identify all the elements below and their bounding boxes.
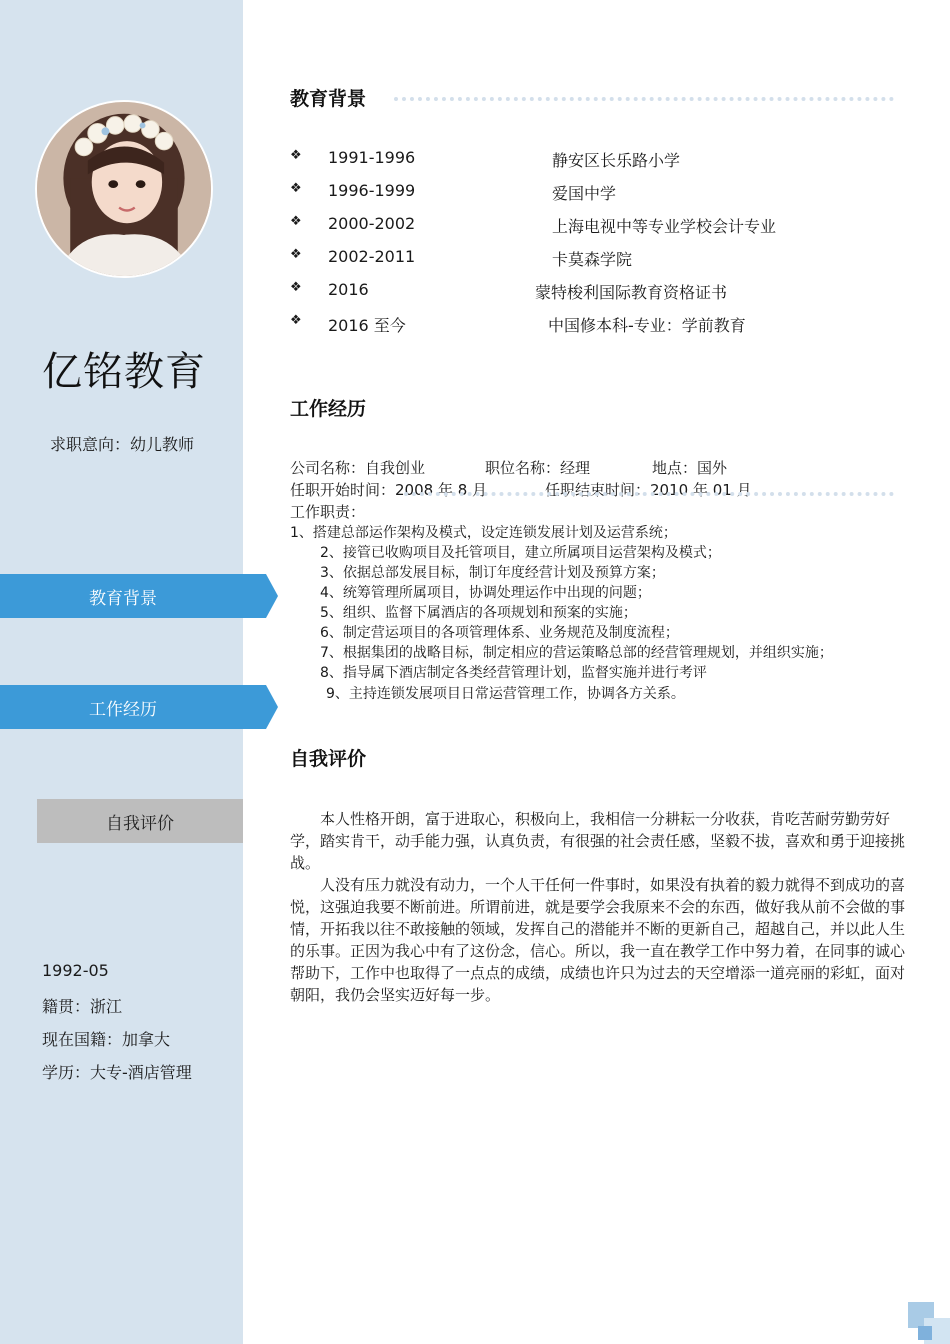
duty-item: 8、指导属下酒店制定各类经营管理计划，监督实施并进行考评 [320,665,707,681]
duty-item: 1、搭建总部运作架构及模式，设定连锁发展计划及运营系统； [290,525,677,541]
duty-item: 3、依据总部发展目标，制订年度经营计划及预算方案； [320,565,665,581]
corner-decoration [918,1326,932,1340]
work-end-date: 任职结束时间：2010 年 01 月 [545,481,752,499]
work-start-date: 任职开始时间：2008 年 8 月 [290,481,488,499]
education-school: 卡莫森学院 [552,250,633,269]
diamond-bullet-icon: ❖ [290,181,302,196]
work-company: 公司名称：自我创业 [290,459,426,477]
duty-item: 9、主持连锁发展项目日常运营管理工作，协调各方关系。 [326,686,685,702]
education-year: 2016 [328,280,369,299]
tab-self-label: 自我评价 [106,813,174,834]
education-row [290,280,890,302]
education-row [290,148,890,170]
education-school: 中国修本科-专业：学前教育 [548,316,746,335]
education-row [290,181,890,203]
tab-education[interactable] [0,574,266,618]
education-year: 1991-1996 [328,148,416,167]
work-heading: 工作经历 [290,398,367,420]
education-row [290,247,890,269]
self-evaluation-paragraph: 人没有压力就没有动力，一个人干任何一件事时，如果没有执着的毅力就得不到成功的喜悦，这强迫我要不断前进。所谓前进，就是要学会我原来不会的东西，做好我从前不会做的事情，开拓我以往不敢接触的领域，发挥自己的潜能并不断的更新自己，超越自己，并以此人生的乐事。正因为我心中有了这份念，信心。所以，我一直在教学工作中努力着，在同事的诚心帮助下，工作中也取得了一点点的成绩，成绩也许只为过去的天空增添一道亮丽的彩虹，面对朝阳，我仍会坚实迈好每一步。 [290,876,906,1004]
duty-item: 7、根据集团的战略目标，制定相应的营运策略总部的经营管理规划，并组织实施； [320,645,833,661]
duty-item: 5、组织、监督下属酒店的各项规划和预案的实施； [320,605,637,621]
tab-self-evaluation[interactable] [37,799,243,843]
tab-work-experience[interactable] [0,685,266,729]
work-duties-label: 工作职责： [290,503,366,521]
education-school: 静安区长乐路小学 [552,151,681,170]
tab-work-label: 工作经历 [89,699,157,720]
diamond-bullet-icon: ❖ [290,280,302,295]
nationality: 现在国籍：加拿大 [42,1030,171,1049]
self-evaluation-heading: 自我评价 [290,748,367,770]
self-evaluation-paragraph: 本人性格开朗，富于进取心，积极向上，我相信一分耕耘一分收获，肯吃苦耐劳勤劳好学，踏实肯干，动手能力强，认真负责，有很强的社会责任感，坚毅不拔，喜欢和勇于迎接挑战。 [290,810,906,872]
profile-photo [35,100,213,278]
section-divider [404,492,894,496]
education-heading: 教育背景 [290,88,367,110]
education-row [290,313,890,335]
degree: 学历：大专-酒店管理 [42,1063,192,1082]
education-year: 2002-2011 [328,247,416,266]
diamond-bullet-icon: ❖ [290,313,302,328]
diamond-bullet-icon: ❖ [290,214,302,229]
education-year: 2016 至今 [328,316,406,335]
native-place: 籍贯：浙江 [42,997,123,1016]
diamond-bullet-icon: ❖ [290,247,302,262]
diamond-bullet-icon: ❖ [290,148,302,163]
education-school: 爱国中学 [552,184,617,203]
education-school: 蒙特梭利国际教育资格证书 [535,283,728,302]
duty-item: 6、制定营运项目的各项管理体系、业务规范及制度流程； [320,625,679,641]
duty-item: 4、统筹管理所属项目，协调处理运作中出现的问题； [320,585,651,601]
job-intent: 求职意向：幼儿教师 [50,435,195,454]
candidate-name: 亿铭教育 [42,349,206,395]
education-year: 1996-1999 [328,181,416,200]
education-school: 上海电视中等专业学校会计专业 [552,217,777,236]
duty-item: 2、接管已收购项目及托管项目，建立所属项目运营架构及模式； [320,545,721,561]
education-row [290,214,890,236]
tab-education-label: 教育背景 [89,588,157,609]
birth-date: 1992-05 [42,961,109,980]
section-divider [394,97,894,101]
work-location: 地点：国外 [652,459,728,477]
education-year: 2000-2002 [328,214,416,233]
work-position: 职位名称：经理 [485,459,591,477]
portrait-illustration [37,102,211,276]
